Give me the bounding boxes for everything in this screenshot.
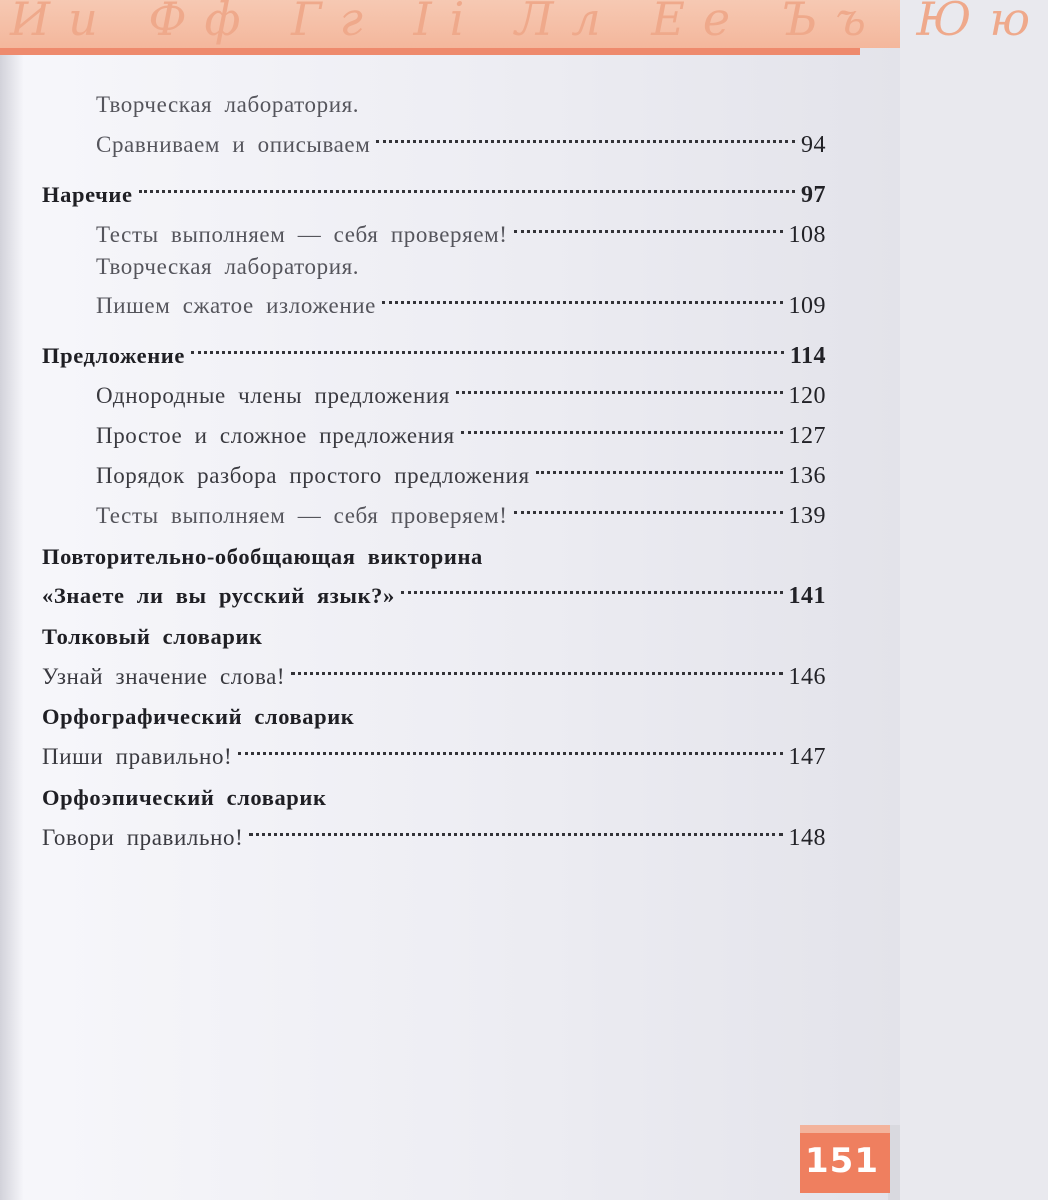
leader-dots [401, 569, 783, 603]
toc-entry-title: Порядок разбора простого предложения [96, 463, 530, 488]
toc-entry-creative-lab-1-heading[interactable] [96, 88, 826, 122]
toc-entry-page: 109 [788, 293, 826, 319]
leader-dots [536, 449, 783, 483]
toc-section-spelling-dict-heading[interactable] [42, 700, 826, 734]
toc-entry-page: 139 [788, 503, 826, 529]
toc-entry-write-correctly[interactable] [42, 730, 826, 770]
toc-entry-parsing-order[interactable] [96, 449, 826, 489]
toc-entry-title: Тесты выполняем — себя проверяем! [96, 222, 508, 247]
toc-entry-homogeneous[interactable] [96, 369, 826, 409]
leader-dots [291, 650, 782, 684]
toc-section-explanatory-dict-heading[interactable] [42, 620, 826, 654]
toc-entry-page: 147 [788, 744, 826, 770]
toc-entry-tests-1[interactable] [96, 208, 826, 248]
toc-section-sentence[interactable] [42, 329, 826, 369]
leader-dots [382, 279, 783, 313]
toc-entry-page: 136 [788, 463, 826, 489]
toc-entry-simple-complex[interactable] [96, 409, 826, 449]
leader-dots [461, 409, 783, 443]
page-number: 151 [805, 1141, 879, 1181]
toc-section-title: Предложение [42, 343, 185, 368]
decorative-handwriting: Ии Фф Гг Ii Лл Ее Ъъ Юю [10, 0, 1048, 46]
leader-dots [456, 369, 783, 403]
toc-entry-summary[interactable] [96, 279, 826, 319]
leader-dots [139, 168, 795, 202]
toc-section-quiz[interactable] [42, 569, 826, 609]
toc-entry-page: 120 [788, 383, 826, 409]
toc-section-title: Толковый словарик [42, 624, 263, 649]
page-number-badge [800, 1133, 890, 1193]
toc-entry-page: 114 [789, 343, 826, 369]
toc-entry-title: Творческая лаборатория. [96, 92, 360, 117]
toc-entry-page: 146 [788, 664, 826, 690]
toc-entry-title: Простое и сложное предложения [96, 423, 455, 448]
toc-section-title: Наречие [42, 182, 133, 207]
toc-entry-page: 94 [801, 132, 826, 158]
toc-entry-page: 141 [788, 583, 826, 609]
leader-dots [238, 730, 782, 764]
toc-section-title: «Знаете ли вы русский язык?» [42, 583, 395, 608]
toc-section-orthoepic-dict-heading[interactable] [42, 781, 826, 815]
toc-entry-title: Пиши правильно! [42, 744, 233, 769]
toc-entry-title: Пишем сжатое изложение [96, 293, 376, 318]
toc-entry-title: Тесты выполняем — себя проверяем! [96, 503, 508, 528]
toc-entry-page: 127 [788, 423, 826, 449]
toc-section-title: Орфоэпический словарик [42, 785, 327, 810]
toc-entry-title: Однородные члены предложения [96, 383, 450, 408]
toc-entry-title: Узнай значение слова! [42, 664, 286, 689]
leader-dots [514, 208, 783, 242]
toc-entry-title: Творческая лаборатория. [96, 254, 360, 279]
leader-dots [249, 811, 782, 845]
toc-entry-tests-2[interactable] [96, 489, 826, 529]
toc-entry-compare-describe[interactable] [96, 118, 826, 158]
toc-entry-page: 97 [801, 182, 826, 208]
toc-entry-speak-correctly[interactable] [42, 811, 826, 851]
toc-section-title: Орфографический словарик [42, 704, 355, 729]
leader-dots [376, 118, 795, 152]
toc-entry-page: 148 [788, 825, 826, 851]
toc-entry-title: Сравниваем и описываем [96, 132, 371, 157]
toc-entry-word-meaning[interactable] [42, 650, 826, 690]
leader-dots [514, 489, 783, 523]
leader-dots [191, 329, 784, 363]
toc-entry-page: 108 [788, 222, 826, 248]
page-number-badge-shade [800, 1125, 890, 1133]
toc-section-title: Повторительно-обобщающая викторина [42, 544, 483, 569]
toc-entry-title: Говори правильно! [42, 825, 244, 850]
toc-section-adverb[interactable] [42, 168, 826, 208]
